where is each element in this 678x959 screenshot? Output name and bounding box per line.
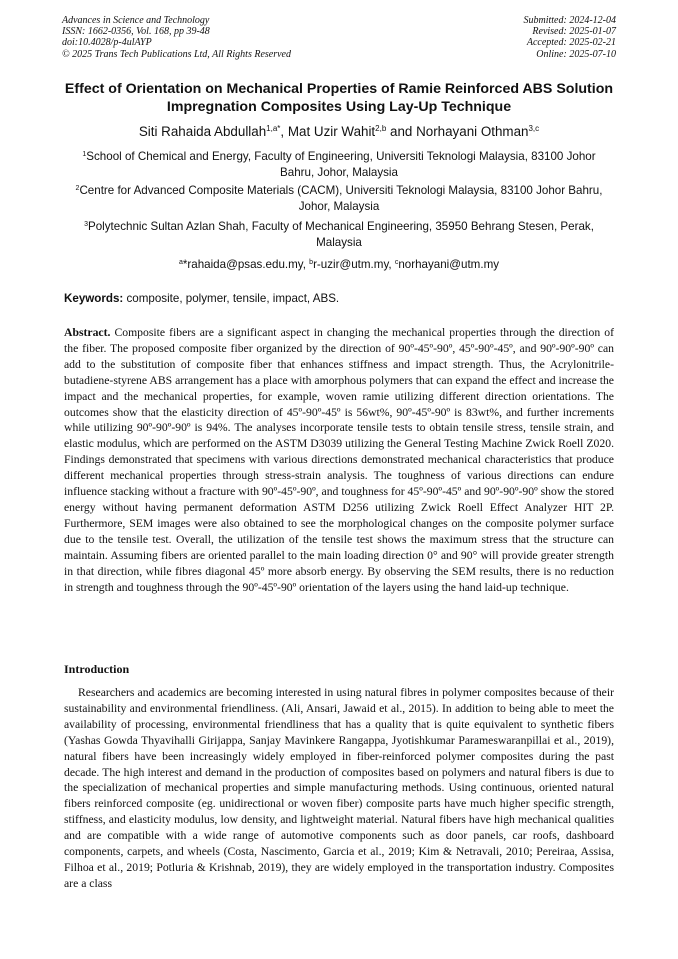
journal-issn: ISSN: 1662-0356, Vol. 168, pp 39-48 <box>62 26 210 38</box>
affiliation <box>70 183 608 215</box>
affiliation <box>70 149 608 181</box>
date-revised: Revised: 2025-01-07 <box>532 26 616 38</box>
author-separator: , <box>280 124 288 139</box>
abstract-label: Abstract. <box>64 326 111 339</box>
paper-title: Effect of Orientation on Mechanical Properties of Ramie Reinforced ABS Solution Impregnation Composites Using Lay-Up Technique <box>64 81 614 115</box>
author-list <box>40 123 638 140</box>
affiliation-text: Polytechnic Sultan Azlan Shah, Faculty of Mechanical Engineering, 35950 Behrang Stesen, Perak, Malaysia <box>87 220 594 249</box>
author-name: Siti Rahaida Abdullah <box>138 124 267 139</box>
journal-copyright: © 2025 Trans Tech Publications Ltd, All Rights Reserved <box>62 48 291 60</box>
journal-doi: doi:10.4028/p-4ulAYP <box>62 37 152 49</box>
author-separator: and <box>386 124 417 139</box>
keywords-label: Keywords: <box>64 292 124 305</box>
keywords <box>64 291 616 307</box>
introduction-paragraph: Researchers and academics are becoming interested in using natural fibres in polymer composites because of their sustainability and environmental friendliness. (Ali, Ansari, Jawaid et al., 2015). In addition to being able to meet the availability of processing, environmental friendliness that has a quality that is quite equivalent to synthetic fibers (Yashas Gowda Thyavihalli Girijappa, Sanjay Mavinkere Rangappa, Jyotishkumar Parameswaranpillai et al., 2019), natural fibers have been increasingly widely employed in fiber-reinforced polymer composites during the past decade. The high interest and demand in the production of composites based on polymers and natural fibers is due to the specialization of mechanical properties and simple manufacturing methods. Using continuous, oriented natural fibers reinforced composite (eg. unidirectional or woven fiber) composite parts have much higher specific strength, stiffness, and elasticity modulus, low density, and lightweight material. Natural fibers have high mechanical qualities and are compatible with a wide range of automotive components such as door panels, car roofs, dashboard components, carpets, and wheels (Costa, Nascimento, Garcia et al., 2019; Kim & Netravali, 2010; Pereiraa, Assisa, Filhoa et al., 2019; Potluria & Krishnab, 2019), they are widely employed in the transportation industry. Composites are a class <box>64 686 614 890</box>
author-affiliation-marker: 1,a* <box>266 124 281 133</box>
affiliation-text: Centre for Advanced Composite Materials (CACM), Universiti Teknologi Malaysia, 83100 Johor Bahru, Johor, Malaysia <box>79 184 603 213</box>
affiliation-marker: 3 <box>84 221 88 228</box>
affiliation <box>70 219 608 251</box>
author-affiliation-marker: 2,b <box>375 124 387 133</box>
date-submitted: Submitted: 2024-12-04 <box>523 15 616 26</box>
section-heading-introduction: Introduction <box>64 662 130 676</box>
keywords-text: composite, polymer, tensile, impact, ABS. <box>123 292 340 305</box>
publication-dates <box>524 15 617 60</box>
email-address[interactable]: *rahaida@psas.edu.my, <box>182 258 310 271</box>
journal-info <box>62 15 291 60</box>
affiliation-marker: 1 <box>82 151 87 158</box>
abstract-text: Composite fibers are a significant aspect in changing the mechanical properties through the direction of the fiber. The proposed composite fiber organized by the direction of 90º-45º-90º, 45º-90º-45º, and 90º-90º-90º can add to the substitution of composite fiber that enhances stiffness and impact strength. Thus, the Acrylonitrile-butadiene-styrene ABS arrangement has a place with amorphous polymers that can expand the effect and increase the impact and the mechanical properties, for example, woven ramie utilizing different direction orientations. The outcomes show that the elasticity direction of 45º-90º-45º is 56wt%, 90º-45º-90º is 83wt%, and further increments while utilizing 90º-90º-90º is 94%. The analyses incorporate tensile tests to obtain tensile stress, tensile strain, and elastic modulus, which are performed on the ASTM D3039 utilizing the General Testing Machine Zwick Roell Z020. Findings demonstrated that specimens with various directions demonstrated mechanical characteristics that produce different mechanical properties through stress-strain analysis. The toughness of various directions can endure influence stacking without a fracture with 90º-45º-90º, and toughness for 45º-90º-45º and 90º-90º-90º show the stored energy without having permanent deformation ASTM D256 utilizing Zwick Roell Effect Analyzer HIT 2P. Furthermore, SEM images were also obtained to see the morphological changes on the composite polymer surface due to the tensile test. Overall, the utilization of the tensile test shows the maximum stress that the structure can maintain. Assuming fibers are oriented parallel to the main loading direction 0° and 90° will provide greater strength in that direction, while fibres diagonal 45º more absorb energy. By observing the SEM results, there is no reduction in strength and toughness through the 90º-45º-90º orientation of the layers using the hand laid-up technique. <box>64 326 614 594</box>
email-marker: a <box>178 259 183 266</box>
affiliation-text: School of Chemical and Energy, Faculty of Engineering, Universiti Teknologi Malaysia, 83100 Johor Bahru, Johor, Malaysia <box>86 150 596 179</box>
author-emails <box>60 257 618 273</box>
author-affiliation-marker: 3,c <box>528 124 540 133</box>
author-name: Norhayani Othman <box>416 124 529 139</box>
journal-name: Advances in Science and Technology <box>62 15 210 26</box>
email-marker: b <box>309 259 314 266</box>
email-marker: c <box>394 259 399 266</box>
author-name: Mat Uzir Wahit <box>287 124 376 139</box>
date-accepted: Accepted: 2025-02-21 <box>526 37 616 49</box>
abstract <box>64 325 614 595</box>
email-address[interactable]: r-uzir@utm.my, <box>313 258 395 271</box>
date-online: Online: 2025-07-10 <box>536 48 616 60</box>
email-address[interactable]: norhayani@utm.my <box>398 258 500 271</box>
affiliation-marker: 2 <box>75 185 80 192</box>
